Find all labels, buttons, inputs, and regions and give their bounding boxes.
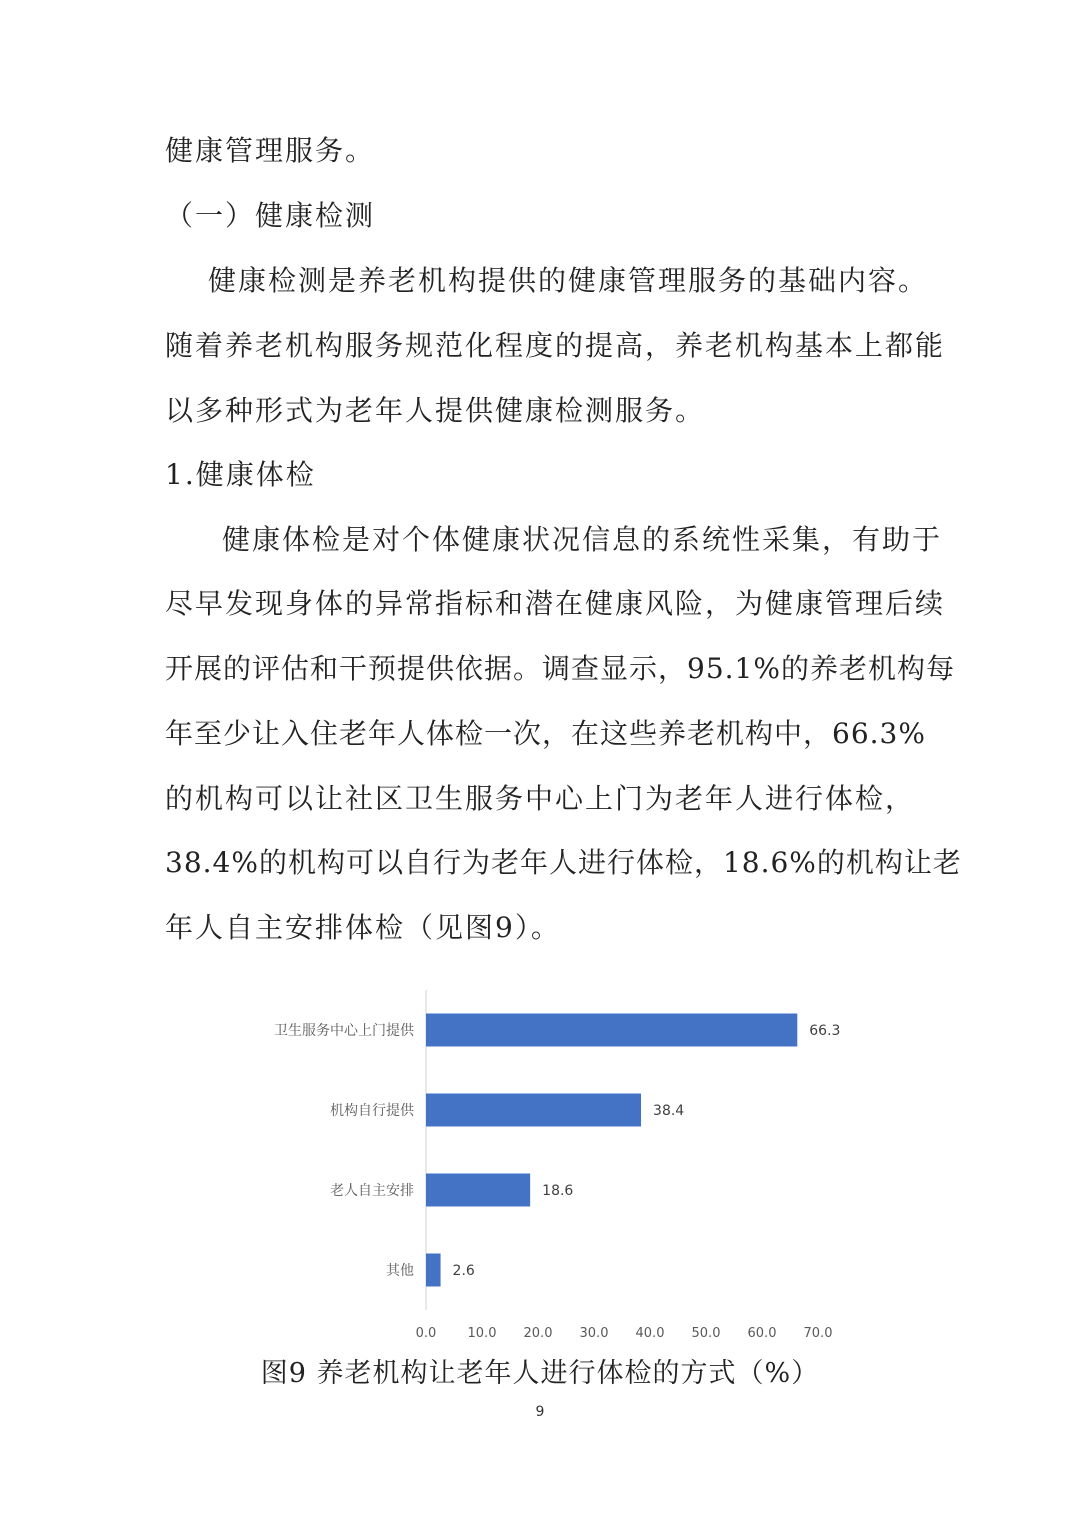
bar bbox=[426, 1174, 530, 1207]
bar bbox=[426, 1254, 441, 1287]
category-label: 老人自主安排 bbox=[330, 1183, 414, 1199]
text-line: 年至少让入住老年人体检一次，在这些养老机构中，66.3% bbox=[165, 717, 926, 750]
bar bbox=[426, 1014, 797, 1047]
category-label: 卫生服务中心上门提供 bbox=[274, 1023, 414, 1039]
x-tick-label: 40.0 bbox=[635, 1326, 665, 1341]
x-tick-label: 50.0 bbox=[691, 1326, 721, 1341]
text-line: 开展的评估和干预提供依据。调查显示，95.1%的养老机构每 bbox=[165, 652, 955, 685]
section-heading: （一）健康检测 bbox=[165, 199, 376, 232]
x-tick-label: 10.0 bbox=[467, 1326, 497, 1341]
x-tick-label: 30.0 bbox=[579, 1326, 609, 1341]
x-tick-label: 0.0 bbox=[415, 1326, 437, 1341]
category-label: 机构自行提供 bbox=[330, 1103, 414, 1119]
bar-chart bbox=[230, 980, 870, 1350]
x-tick-label: 20.0 bbox=[523, 1326, 553, 1341]
text-line: 的机构可以让社区卫生服务中心上门为老年人进行体检， bbox=[165, 782, 916, 815]
text-line: 健康管理服务。 bbox=[165, 134, 376, 167]
x-tick-label: 70.0 bbox=[803, 1326, 833, 1341]
figure-caption: 图9 养老机构让老年人进行体检的方式（%） bbox=[260, 1358, 820, 1389]
text-line: 以多种形式为老年人提供健康检测服务。 bbox=[165, 394, 706, 427]
text-line: 尽早发现身体的异常指标和潜在健康风险，为健康管理后续 bbox=[165, 587, 946, 620]
data-label: 66.3 bbox=[809, 1023, 841, 1039]
text-line: 随着养老机构服务规范化程度的提高，养老机构基本上都能 bbox=[165, 329, 946, 362]
data-label: 2.6 bbox=[452, 1263, 475, 1279]
text-line: 38.4%的机构可以自行为老年人进行体检，18.6%的机构让老 bbox=[165, 846, 962, 879]
page-number: 9 bbox=[535, 1404, 545, 1420]
category-label: 其他 bbox=[386, 1263, 414, 1279]
text-line: 健康体检是对个体健康状况信息的系统性采集，有助于 bbox=[222, 523, 943, 556]
subsection-heading: 1.健康体检 bbox=[165, 458, 316, 491]
data-label: 38.4 bbox=[653, 1103, 685, 1119]
data-label: 18.6 bbox=[542, 1183, 574, 1199]
text-line: 健康检测是养老机构提供的健康管理服务的基础内容。 bbox=[208, 264, 929, 297]
x-tick-label: 60.0 bbox=[747, 1326, 777, 1341]
text-line: 年人自主安排体检（见图9）。 bbox=[165, 911, 561, 944]
bar bbox=[426, 1094, 641, 1127]
